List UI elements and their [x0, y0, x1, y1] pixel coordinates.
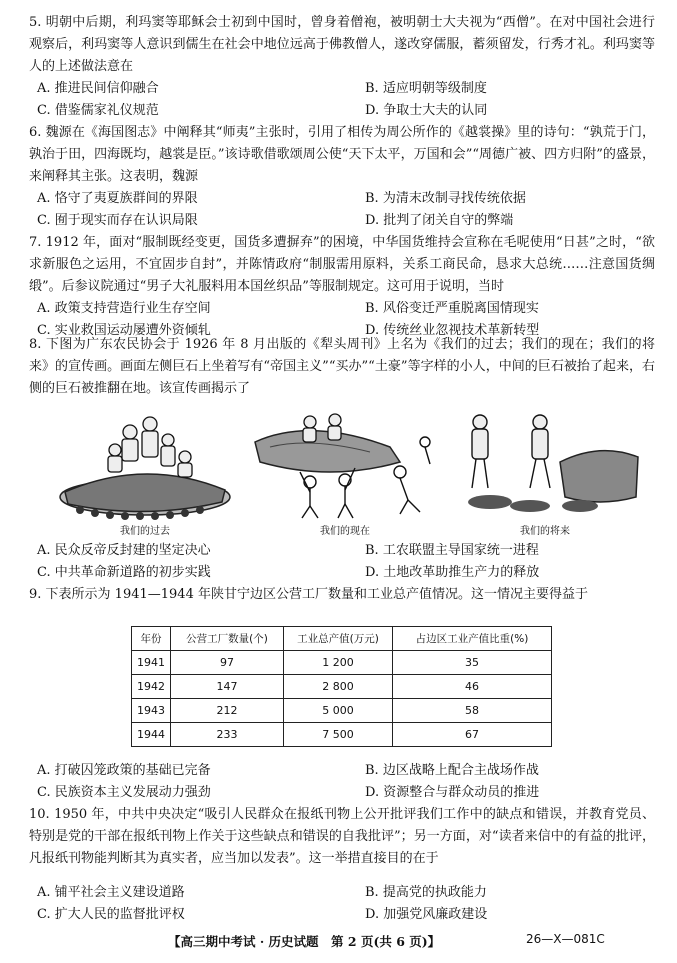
question-8-options-block: [29, 540, 655, 584]
footer-exam-code: 26—X—081C: [526, 932, 605, 946]
question-7: [29, 232, 655, 342]
panel-past-caption: 我们的过去: [120, 526, 170, 537]
option-a: A. 恪守了夷夏族群间的界限: [37, 191, 198, 206]
question-5-stem: 5. 明朝中后期，利玛窦等耶稣会士初到中国时，曾身着僧袍，被明朝士大夫视为“西僧”。在对中国社会进行观察后，利玛窦等人意识到儒生在社会中地位远高于佛教僧人，遂改穿儒服，蓄须留发，行秀才礼。利玛窦等人的上述做法意在: [29, 15, 655, 74]
page-footer: [0, 932, 677, 952]
question-9-stem: 9. 下表所示为 1941—1944 年陕甘宁边区公营工厂数量和工业总产值情况。这一情况主要得益于: [29, 587, 588, 602]
table-cell: 46: [393, 675, 552, 699]
question-7-stem: 7. 1912 年，面对“服制既经变更，国货多遭摒弃”的困境，中华国货维持会宣称在毛呢使用“日甚”之时，“欲求新服色之运用，不宜固步自封”，并陈情政府“制服需用原料，关系工商民命，恳求大总统……注意国货绸缎”。后参议院通过“男子大礼服料用本国丝织品”等服制规定。这可用于说明，当时: [29, 235, 655, 294]
option-c: C. 民族资本主义发展动力强劲: [37, 785, 211, 800]
question-8-options: [29, 540, 655, 584]
table-cell: 97: [171, 651, 284, 675]
option-b: B. 适应明朝等级制度: [365, 81, 487, 96]
panel-present-caption: 我们的现在: [320, 526, 370, 537]
panel-past-drawing: [50, 402, 240, 520]
option-d: D. 传统丝业忽视技术革新转型: [365, 323, 540, 338]
option-c: C. 中共革命新道路的初步实践: [37, 565, 211, 580]
table-header: 工业总产值(万元): [284, 627, 393, 651]
table-cell: 1941: [132, 651, 171, 675]
option-d: D. 土地改革助推生产力的释放: [365, 565, 540, 580]
table-cell: 5 000: [284, 699, 393, 723]
question-9-options-block: [29, 760, 655, 804]
option-b: B. 工农联盟主导国家统一进程: [365, 543, 539, 558]
option-c: C. 借鉴儒家礼仪规范: [37, 103, 159, 118]
panel-past: [50, 402, 240, 537]
table-cell: 1944: [132, 723, 171, 747]
question-6-options: [29, 188, 655, 232]
question-10-options-block: [29, 882, 655, 926]
question-9: [29, 584, 655, 606]
option-c: C. 扩大人民的监督批评权: [37, 907, 185, 922]
table-row: [132, 675, 552, 699]
question-6: [29, 122, 655, 232]
table-cell: 7 500: [284, 723, 393, 747]
option-a: A. 民众反帝反封建的坚定决心: [37, 543, 211, 558]
option-a: A. 铺平社会主义建设道路: [37, 885, 185, 900]
table-cell: 58: [393, 699, 552, 723]
propaganda-illustration: [50, 402, 650, 537]
question-5: [29, 12, 655, 122]
table-cell: 2 800: [284, 675, 393, 699]
option-d: D. 资源整合与群众动员的推进: [365, 785, 540, 800]
panel-present: [250, 402, 440, 537]
table-cell: 1 200: [284, 651, 393, 675]
table-cell: 233: [171, 723, 284, 747]
question-8: [29, 334, 655, 400]
option-a: A. 政策支持营造行业生存空间: [37, 301, 211, 316]
option-c: C. 囿于现实而存在认识局限: [37, 213, 198, 228]
option-d: D. 批判了闭关自守的弊端: [365, 213, 514, 228]
question-5-options: [29, 78, 655, 122]
question-9-options: [29, 760, 655, 804]
question-10-options: [29, 882, 655, 926]
panel-future: [450, 402, 640, 537]
option-a: A. 推进民间信仰融合: [37, 81, 159, 96]
panel-present-drawing: [250, 402, 440, 520]
table-row: [132, 699, 552, 723]
option-d: D. 加强党风廉政建设: [365, 907, 488, 922]
table-cell: 1942: [132, 675, 171, 699]
footer-page-info: 【高三期中考试 · 历史试题 第 2 页(共 6 页)】: [168, 934, 441, 949]
table-cell: 147: [171, 675, 284, 699]
option-a: A. 打破囚笼政策的基础已完备: [37, 763, 211, 778]
option-b: B. 风俗变迁严重脱离国情现实: [365, 301, 539, 316]
question-8-stem: 8. 下图为广东农民协会于 1926 年 8 月出版的《犁头周刊》上名为《我们的过去；我们的现在；我们的将来》的宣传画。画面左侧巨石上坐着写有“帝国主义”“买办”“土豪”等字样的小人，中间的巨石被抬了起来，右侧的巨石被推翻在地。该宣传画揭示了: [29, 337, 655, 396]
table-row: [132, 723, 552, 747]
option-b: B. 提高党的执政能力: [365, 885, 487, 900]
table-header: 年份: [132, 627, 171, 651]
table-cell: 1943: [132, 699, 171, 723]
option-c: C. 实业救国运动屡遭外资倾轧: [37, 323, 211, 338]
panel-future-caption: 我们的将来: [520, 526, 570, 537]
table-header-row: [132, 627, 552, 651]
table-cell: 35: [393, 651, 552, 675]
option-d: D. 争取士大夫的认同: [365, 103, 488, 118]
question-10: [29, 804, 655, 870]
table-cell: 67: [393, 723, 552, 747]
question-10-stem: 10. 1950 年，中共中央决定“吸引人民群众在报纸刊物上公开批评我们工作中的缺点和错误，并教育党员、特别是党的干部在报纸刊物上作关于这些缺点和错误的自我批评”；另一方面，对“读者来信中的有益的批评，凡报纸刊物能判断其为真实者，应当加以发表”。这一举措直接目的在于: [29, 807, 655, 866]
option-b: B. 为清末改制寻找传统依据: [365, 191, 526, 206]
table-cell: 212: [171, 699, 284, 723]
question-6-stem: 6. 魏源在《海国图志》中阐释其“师夷”主张时，引用了相传为周公所作的《越裳操》里的诗句：“孰荒于门，孰治于田，四海既均，越裳是臣。”该诗歌借歌颂周公使“天下太平，万国和会”“周德广被、四方归附”的盛景，来阐释其主张。这表明，魏源: [29, 125, 655, 184]
table-header: 占边区工业产值比重(%): [393, 627, 552, 651]
table-header: 公营工厂数量(个): [171, 627, 284, 651]
table-row: [132, 651, 552, 675]
panel-future-drawing: [450, 402, 640, 520]
option-b: B. 边区战略上配合主战场作战: [365, 763, 539, 778]
factory-output-table: [131, 626, 552, 747]
